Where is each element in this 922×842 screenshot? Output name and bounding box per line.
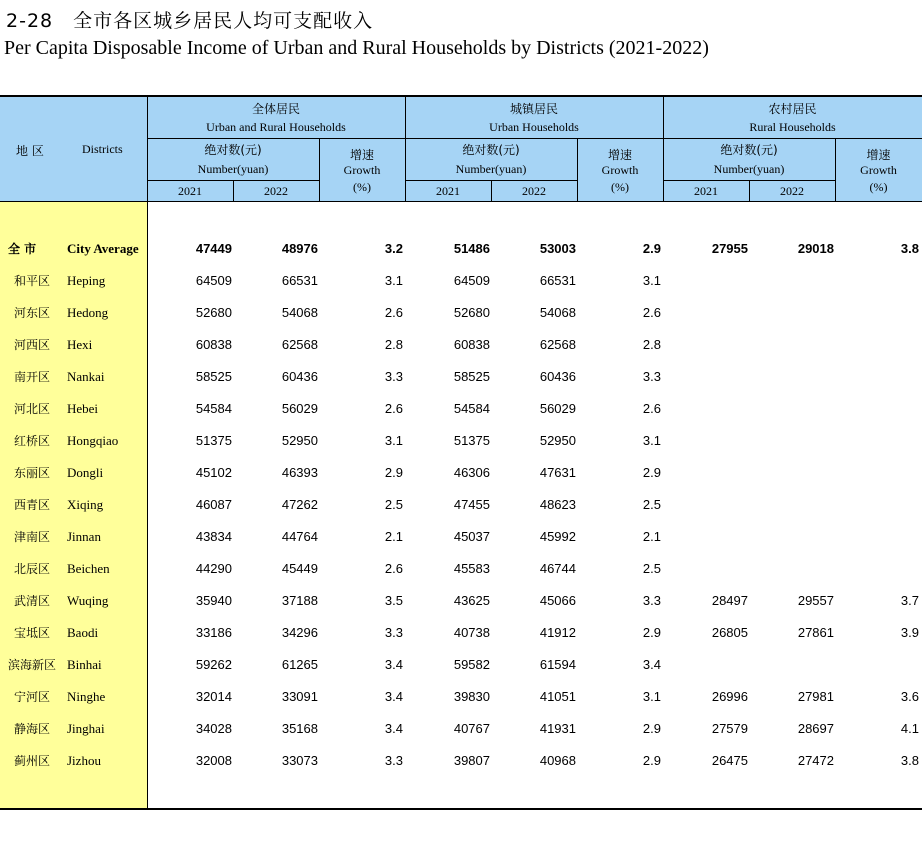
table-cell: 2.9 xyxy=(642,625,661,640)
table-cell: 45102 xyxy=(195,465,232,480)
table-cell: 44290 xyxy=(195,561,232,576)
district-name-english: Binhai xyxy=(67,657,102,672)
table-cell: 46087 xyxy=(195,497,232,512)
group-header-urban-cn: 城镇居民 xyxy=(509,102,558,116)
table-cell: 3.1 xyxy=(384,273,403,288)
table-cell: 47449 xyxy=(195,241,232,256)
group-header-rural-en: Rural Households xyxy=(749,120,836,134)
table-cell: 45037 xyxy=(453,529,490,544)
table-cell: 33073 xyxy=(281,753,318,768)
table-cell: 2.5 xyxy=(384,497,403,512)
district-name-english: Jizhou xyxy=(67,753,101,768)
header-divider xyxy=(147,180,319,181)
table-cell: 54068 xyxy=(281,305,318,320)
table-cell: 58525 xyxy=(195,369,232,384)
table-row xyxy=(0,617,922,649)
table-cell: 51375 xyxy=(195,433,232,448)
table-cell: 45449 xyxy=(281,561,318,576)
table-cell: 32014 xyxy=(195,689,232,704)
table-title-chinese xyxy=(6,6,373,33)
table-cell: 60436 xyxy=(539,369,576,384)
table-cell: 41931 xyxy=(539,721,576,736)
table-cell: 56029 xyxy=(539,401,576,416)
table-cell: 26475 xyxy=(711,753,748,768)
table-cell: 3.1 xyxy=(642,689,661,704)
table-cell: 3.4 xyxy=(384,721,403,736)
district-name-english: Wuqing xyxy=(67,593,109,608)
table-cell: 54068 xyxy=(539,305,576,320)
growth-header-cn: 增速 xyxy=(607,148,632,162)
year-header: 2021 xyxy=(436,184,460,198)
table-cell: 3.9 xyxy=(900,625,919,640)
table-row xyxy=(0,361,922,393)
district-name-chinese: 全 市 xyxy=(8,242,37,256)
table-cell: 3.3 xyxy=(642,369,661,384)
growth-unit: (%) xyxy=(869,180,888,194)
table-cell: 40767 xyxy=(453,721,490,736)
table-cell: 35168 xyxy=(281,721,318,736)
table-cell: 27579 xyxy=(711,721,748,736)
table-row xyxy=(0,265,922,297)
table-cell: 33186 xyxy=(195,625,232,640)
table-cell: 27472 xyxy=(797,753,834,768)
table-cell: 3.4 xyxy=(384,689,403,704)
table-cell: 34296 xyxy=(281,625,318,640)
district-name-chinese: 和平区 xyxy=(14,274,51,288)
absolute-header-cn: 绝对数(元) xyxy=(204,143,262,157)
group-header-rural-cn: 农村居民 xyxy=(768,102,817,116)
table-cell: 64509 xyxy=(195,273,232,288)
year-header: 2022 xyxy=(522,184,546,198)
table-row xyxy=(0,489,922,521)
absolute-header-cn: 绝对数(元) xyxy=(462,143,520,157)
header-divider xyxy=(663,180,835,181)
table-row xyxy=(0,297,922,329)
table-cell: 41051 xyxy=(539,689,576,704)
table-cell: 48623 xyxy=(539,497,576,512)
year-header: 2022 xyxy=(780,184,804,198)
table-cell: 28697 xyxy=(797,721,834,736)
table-cell: 56029 xyxy=(281,401,318,416)
table-cell: 2.5 xyxy=(642,497,661,512)
table-cell: 4.1 xyxy=(900,721,919,736)
district-name-english: Hexi xyxy=(67,337,93,352)
table-cell: 27861 xyxy=(797,625,834,640)
absolute-header-en: Number(yuan) xyxy=(713,162,785,176)
district-name-chinese: 静海区 xyxy=(14,722,51,736)
table-cell: 3.6 xyxy=(900,689,919,704)
district-header-chinese: 地 区 xyxy=(16,144,44,158)
header-divider xyxy=(405,180,577,181)
district-name-chinese: 河西区 xyxy=(14,338,51,352)
district-name-english: Ninghe xyxy=(67,689,106,704)
district-name-chinese: 红桥区 xyxy=(14,434,51,448)
table-cell: 3.3 xyxy=(384,369,403,384)
growth-header-cn: 增速 xyxy=(349,148,374,162)
growth-header-cn: 增速 xyxy=(866,148,891,162)
district-name-chinese: 津南区 xyxy=(14,530,51,544)
district-name-english: Baodi xyxy=(67,625,99,640)
table-row-city-average xyxy=(0,233,922,265)
absolute-header-cn: 绝对数(元) xyxy=(720,143,778,157)
district-name-chinese: 东丽区 xyxy=(14,466,51,480)
district-name-chinese: 宝坻区 xyxy=(14,626,51,640)
header-divider xyxy=(147,138,922,139)
table-cell: 43834 xyxy=(195,529,232,544)
group-header-all-cn: 全体居民 xyxy=(251,102,300,116)
table-cell: 3.2 xyxy=(384,241,403,256)
table-cell: 2.9 xyxy=(642,721,661,736)
year-header: 2021 xyxy=(694,184,718,198)
table-cell: 37188 xyxy=(281,593,318,608)
table-cell: 3.1 xyxy=(642,273,661,288)
table-row xyxy=(0,553,922,585)
table-row xyxy=(0,521,922,553)
table-bottom-rule xyxy=(0,808,922,810)
table-cell: 3.4 xyxy=(384,657,403,672)
table-cell: 51375 xyxy=(453,433,490,448)
table-number: 2-28 xyxy=(6,10,54,32)
table-cell: 34028 xyxy=(195,721,232,736)
table-cell: 60436 xyxy=(281,369,318,384)
table-cell: 2.8 xyxy=(384,337,403,352)
year-header: 2022 xyxy=(264,184,288,198)
district-name-english: Hedong xyxy=(67,305,109,320)
district-name-chinese: 滨海新区 xyxy=(8,658,57,672)
table-title-english: Per Capita Disposable Income of Urban and Rural Households by Districts (2021-2022) xyxy=(4,37,709,59)
growth-header-en: Growth xyxy=(343,163,381,177)
table-cell: 52680 xyxy=(195,305,232,320)
table-cell: 66531 xyxy=(281,273,318,288)
table-row xyxy=(0,585,922,617)
group-header-all-en: Urban and Rural Households xyxy=(206,120,346,134)
table-cell: 2.5 xyxy=(642,561,661,576)
table-cell: 47262 xyxy=(281,497,318,512)
table-cell: 48976 xyxy=(281,241,318,256)
table-cell: 2.1 xyxy=(384,529,403,544)
district-name-english: Jinghai xyxy=(67,721,105,736)
table-top-rule xyxy=(0,95,922,97)
district-name-english: Xiqing xyxy=(67,497,104,512)
table-cell: 2.9 xyxy=(642,241,661,256)
district-name-english: City Average xyxy=(67,241,139,256)
table-cell: 51486 xyxy=(453,241,490,256)
table-cell: 2.9 xyxy=(642,465,661,480)
district-name-chinese: 西青区 xyxy=(14,498,51,512)
table-cell: 64509 xyxy=(453,273,490,288)
table-cell: 61265 xyxy=(281,657,318,672)
table-cell: 2.8 xyxy=(642,337,661,352)
table-row xyxy=(0,393,922,425)
table-cell: 3.1 xyxy=(642,433,661,448)
table-cell: 2.6 xyxy=(384,561,403,576)
district-name-english: Jinnan xyxy=(67,529,101,544)
table-cell: 3.3 xyxy=(384,753,403,768)
table-cell: 59582 xyxy=(453,657,490,672)
district-name-english: Dongli xyxy=(67,465,104,480)
district-name-english: Hongqiao xyxy=(67,433,119,448)
table-cell: 52950 xyxy=(539,433,576,448)
table-cell: 41912 xyxy=(539,625,576,640)
table-cell: 3.8 xyxy=(900,241,919,256)
table-cell: 39807 xyxy=(453,753,490,768)
table-cell: 27981 xyxy=(797,689,834,704)
table-cell: 52950 xyxy=(281,433,318,448)
table-cell: 47455 xyxy=(453,497,490,512)
table-cell: 46744 xyxy=(539,561,576,576)
table-cell: 58525 xyxy=(453,369,490,384)
table-cell: 45992 xyxy=(539,529,576,544)
table-cell: 60838 xyxy=(195,337,232,352)
table-cell: 61594 xyxy=(539,657,576,672)
table-cell: 52680 xyxy=(453,305,490,320)
absolute-header-en: Number(yuan) xyxy=(197,162,269,176)
table-cell: 40738 xyxy=(453,625,490,640)
absolute-header-en: Number(yuan) xyxy=(455,162,527,176)
district-name-chinese: 蓟州区 xyxy=(14,754,51,768)
growth-unit: (%) xyxy=(611,180,629,194)
district-name-chinese: 北辰区 xyxy=(14,562,51,576)
table-cell: 2.6 xyxy=(642,305,661,320)
table-cell: 29557 xyxy=(797,593,834,608)
table-cell: 43625 xyxy=(453,593,490,608)
table-cell: 3.3 xyxy=(642,593,661,608)
table-cell: 32008 xyxy=(195,753,232,768)
table-cell: 45066 xyxy=(539,593,576,608)
table-cell: 2.6 xyxy=(642,401,661,416)
table-cell: 29018 xyxy=(797,241,834,256)
district-name-chinese: 河东区 xyxy=(14,306,51,320)
growth-header-en: Growth xyxy=(860,163,897,177)
table-cell: 2.6 xyxy=(384,401,403,416)
table-cell: 66531 xyxy=(539,273,576,288)
table-cell: 3.1 xyxy=(384,433,403,448)
title-chinese-text: 全市各区城乡居民人均可支配收入 xyxy=(73,10,374,32)
district-name-chinese: 河北区 xyxy=(14,402,51,416)
table-cell: 39830 xyxy=(453,689,490,704)
table-cell: 45583 xyxy=(453,561,490,576)
income-table xyxy=(0,95,922,810)
district-name-english: Nankai xyxy=(67,369,105,384)
table-row xyxy=(0,425,922,457)
table-cell: 62568 xyxy=(281,337,318,352)
district-name-chinese: 宁河区 xyxy=(14,690,51,704)
table-cell: 33091 xyxy=(281,689,318,704)
table-cell: 3.4 xyxy=(642,657,661,672)
table-cell: 3.3 xyxy=(384,625,403,640)
district-name-english: Beichen xyxy=(67,561,110,576)
table-cell: 2.9 xyxy=(384,465,403,480)
header-bottom-rule xyxy=(0,201,922,202)
table-row xyxy=(0,681,922,713)
table-row xyxy=(0,329,922,361)
table-cell: 54584 xyxy=(453,401,490,416)
table-row xyxy=(0,457,922,489)
table-cell: 53003 xyxy=(539,241,576,256)
district-name-chinese: 武清区 xyxy=(14,594,51,608)
district-header-english: Districts xyxy=(82,142,123,156)
table-cell: 62568 xyxy=(539,337,576,352)
table-cell: 35940 xyxy=(195,593,232,608)
table-cell: 2.1 xyxy=(642,529,661,544)
table-cell: 3.7 xyxy=(900,593,919,608)
table-row xyxy=(0,745,922,777)
table-cell: 47631 xyxy=(539,465,576,480)
year-header: 2021 xyxy=(178,184,202,198)
table-cell: 28497 xyxy=(711,593,748,608)
table-cell: 3.8 xyxy=(900,753,919,768)
table-cell: 54584 xyxy=(195,401,232,416)
table-cell: 40968 xyxy=(539,753,576,768)
table-cell: 2.6 xyxy=(384,305,403,320)
table-cell: 46393 xyxy=(281,465,318,480)
table-cell: 26996 xyxy=(711,689,748,704)
table-cell: 60838 xyxy=(453,337,490,352)
district-name-chinese: 南开区 xyxy=(14,370,51,384)
growth-unit: (%) xyxy=(353,180,371,194)
table-cell: 3.5 xyxy=(384,593,403,608)
district-name-english: Heping xyxy=(67,273,106,288)
table-cell: 44764 xyxy=(281,529,318,544)
table-cell: 27955 xyxy=(711,241,748,256)
table-cell: 59262 xyxy=(195,657,232,672)
table-row xyxy=(0,713,922,745)
table-cell: 46306 xyxy=(453,465,490,480)
table-cell: 26805 xyxy=(711,625,748,640)
group-header-urban-en: Urban Households xyxy=(489,120,579,134)
growth-header-en: Growth xyxy=(601,163,639,177)
table-cell: 2.9 xyxy=(642,753,661,768)
district-name-english: Hebei xyxy=(67,401,99,416)
table-row xyxy=(0,649,922,681)
